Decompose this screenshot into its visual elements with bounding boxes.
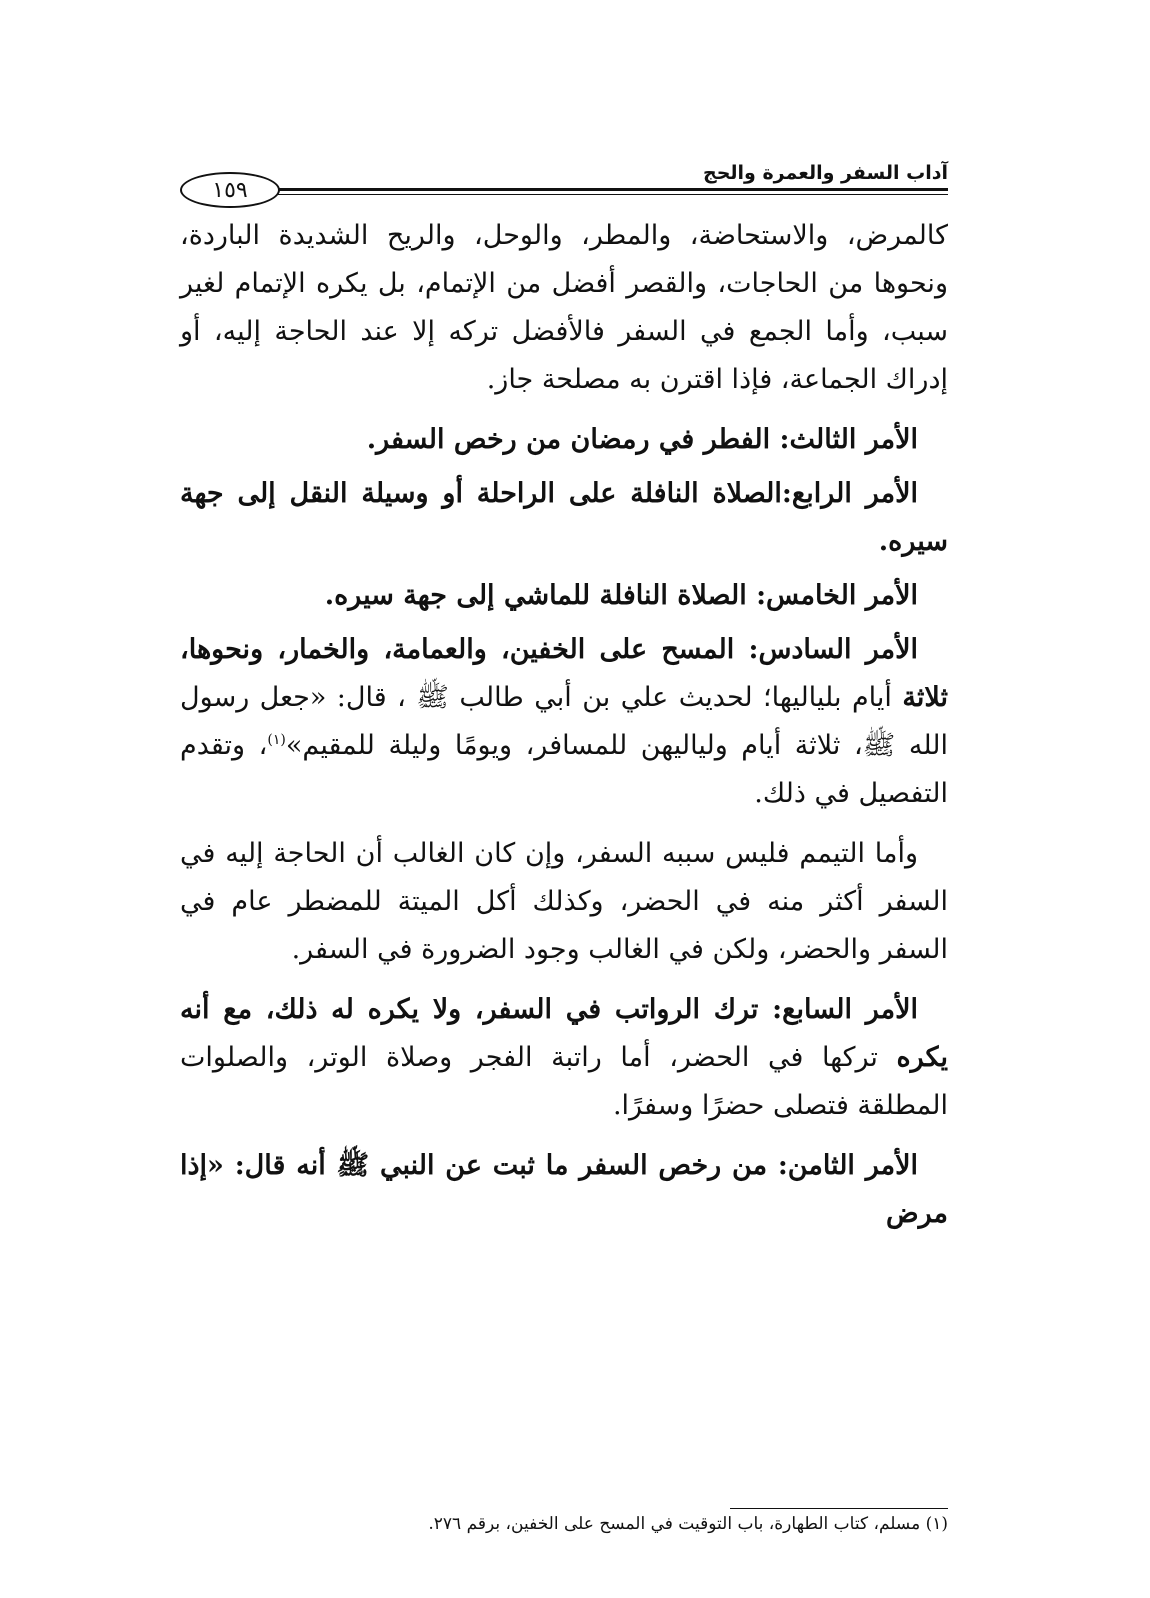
footnote-marker[interactable]: (١)	[267, 732, 286, 748]
paragraph-tayammum: وأما التيمم فليس سببه السفر، وإن كان الغالب أن الحاجة إليه في السفر أكثر منه في الحضر، وكذلك أكل الميتة للمضطر عام في السفر والحضر، ولكن في الغالب وجود الضرورة في السفر.	[180, 838, 948, 965]
paragraph-sixth-matter	[180, 626, 948, 818]
sixth-matter-heading: الأمر السادس: المسح على الخفين، والعمامة، والخمار، ونحوها، ثلاثة	[180, 634, 948, 713]
paragraph-continuation: كالمرض، والاستحاضة، والمطر، والوحل، والريح الشديدة الباردة، ونحوها من الحاجات، والقصر أفضل من الإتمام، بل يكره الإتمام لغير سبب، وأما الجمع في السفر فالأفضل تركه إلا عند الحاجة إليه، أو إدراك الجماعة، فإذا اقترن به مصلحة جاز.	[180, 220, 948, 395]
footnote-1: (١) مسلم، كتاب الطهارة، باب التوقيت في المسح على الخفين، برقم ٢٧٦.	[428, 1514, 948, 1534]
running-title: آداب السفر والعمرة والحج	[703, 162, 948, 184]
footnote-separator	[730, 1508, 948, 1509]
page-number: ١٥٩	[180, 172, 280, 208]
sixth-matter-text-a: أيام بلياليها؛ لحديث علي بن أبي طالب ﷺ ، قال: «جعل رسول الله ﷺ، ثلاثة أيام ولياليهن للمسافر، ويومًا وليلة للمقيم»	[180, 682, 948, 761]
page-header	[180, 160, 948, 210]
header-rule-thin	[275, 194, 948, 195]
paragraph-third-matter: الأمر الثالث: الفطر في رمضان من رخص السفر.	[366, 424, 918, 455]
paragraph-eighth-matter: الأمر الثامن: من رخص السفر ما ثبت عن النبي ﷺ أنه قال: «إذا مرض	[180, 1150, 948, 1229]
seventh-matter-text: تركها في الحضر، أما راتبة الفجر وصلاة الوتر، والصلوات المطلقة فتصلى حضرًا وسفرًا.	[180, 1042, 948, 1121]
main-text	[180, 212, 948, 1250]
paragraph-fifth-matter: الأمر الخامس: الصلاة النافلة للماشي إلى جهة سيره.	[324, 580, 918, 611]
paragraph-fourth-matter: الأمر الرابع:الصلاة النافلة على الراحلة أو وسيلة النقل إلى جهة سيره.	[180, 478, 948, 557]
seventh-matter-heading: الأمر السابع: ترك الرواتب في السفر، ولا يكره له ذلك، مع أنه يكره	[180, 994, 948, 1073]
header-rule	[275, 188, 948, 191]
sixth-matter-text-b: ، وتقدم التفصيل في ذلك.	[180, 730, 948, 809]
paragraph-seventh-matter	[180, 986, 948, 1130]
